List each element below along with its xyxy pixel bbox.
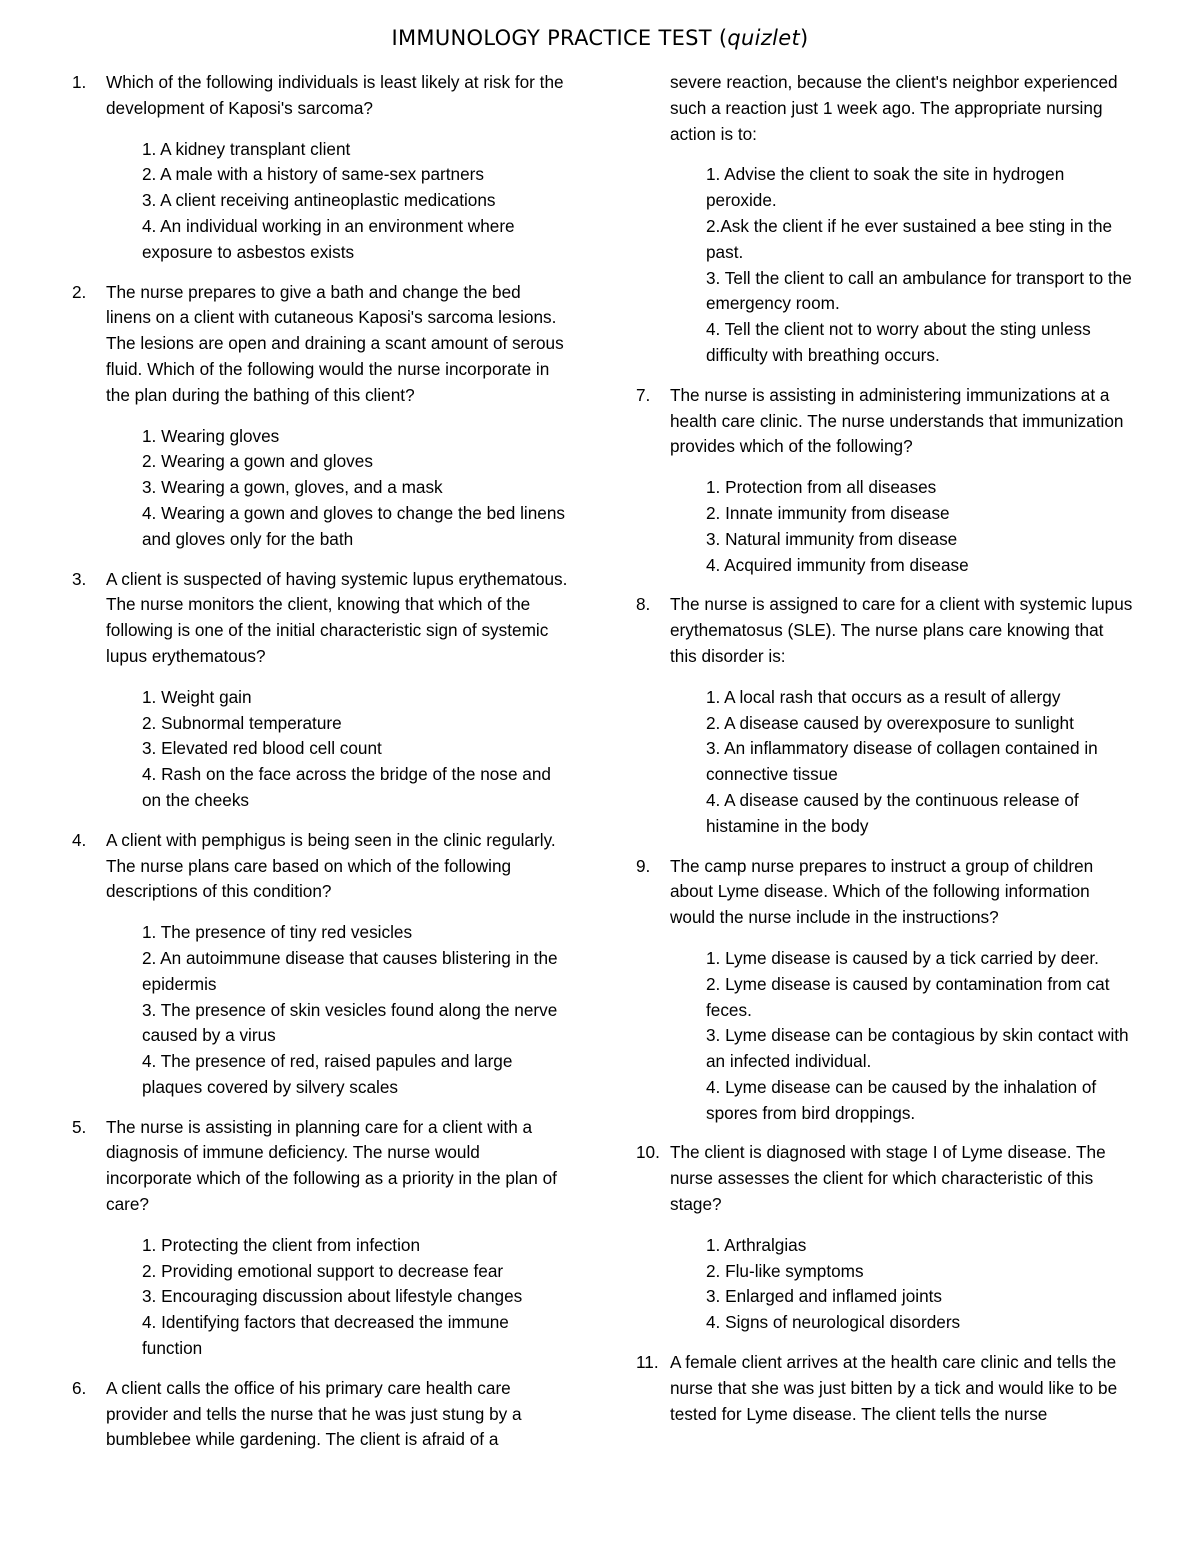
- question-stem: A client is suspected of having systemic lupus erythematous. The nurse monitors the client, knowing that which of the following is one of the initial characteristic sign of systemic lupus erythematous?: [106, 568, 568, 666]
- answer-options: [142, 137, 570, 266]
- answer-option: 3. Enlarged and inflamed joints: [706, 1286, 943, 1307]
- answer-option: 1. Arthralgias: [706, 1234, 807, 1255]
- answer-options: [706, 475, 1134, 578]
- answer-option: 3. Elevated red blood cell count: [142, 738, 382, 759]
- right-questions: [636, 383, 1134, 1428]
- left-column: [72, 70, 570, 1453]
- answer-option: 1. A kidney transplant client: [142, 138, 351, 159]
- answer-option: 2. Lyme disease is caused by contamination from cat feces.: [706, 973, 1110, 1020]
- question-10: [636, 1140, 1134, 1336]
- question-6-continuation-stem: severe reaction, because the client's neighbor experienced such a reaction just 1 week ago. The appropriate nursing action is to:: [670, 72, 1118, 144]
- answer-options: [706, 1233, 1134, 1336]
- question-4: [72, 828, 570, 1101]
- answer-option: 4. Acquired immunity from disease: [706, 554, 969, 575]
- answer-option: 3. Natural immunity from disease: [706, 528, 958, 549]
- answer-option: 3. An inflammatory disease of collagen contained in connective tissue: [706, 738, 1098, 785]
- title-source: quizlet: [727, 26, 800, 50]
- answer-option: 3. Encouraging discussion about lifestyle changes: [142, 1286, 523, 1307]
- answer-options: [142, 424, 570, 553]
- question-8: [636, 592, 1134, 839]
- question-stem: Which of the following individuals is least likely at risk for the development of Kaposi's sarcoma?: [106, 72, 564, 118]
- answer-option: 1. A local rash that occurs as a result of allergy: [706, 686, 1061, 707]
- answer-option: 1. Wearing gloves: [142, 425, 280, 446]
- answer-option: 2. A disease caused by overexposure to sunlight: [706, 712, 1074, 733]
- answer-option: 2. Wearing a gown and gloves: [142, 451, 373, 472]
- question-stem: The nurse is assigned to care for a client with systemic lupus erythematosus (SLE). The nurse plans care knowing that this disorder is:: [670, 594, 1133, 666]
- answer-option: 3. The presence of skin vesicles found along the nerve caused by a virus: [142, 999, 558, 1046]
- question-stem: The client is diagnosed with stage I of Lyme disease. The nurse assesses the client for which characteristic of this stage?: [670, 1142, 1106, 1215]
- answer-option: 2. An autoimmune disease that causes blistering in the epidermis: [142, 947, 558, 994]
- answer-option: 3. Lyme disease can be contagious by skin contact with an infected individual.: [706, 1025, 1129, 1072]
- answer-option: 2.Ask the client if he ever sustained a bee sting in the past.: [706, 215, 1113, 262]
- answer-option: 1. Lyme disease is caused by a tick carried by deer.: [706, 947, 1099, 968]
- question-7: [636, 383, 1134, 579]
- answer-options: [142, 1233, 570, 1362]
- question-9: [636, 854, 1134, 1127]
- question-number: 11.: [636, 1352, 659, 1373]
- question-number: 2.: [72, 281, 87, 302]
- answer-option: 4. Lyme disease can be caused by the inhalation of spores from bird droppings.: [706, 1076, 1097, 1123]
- question-5: [72, 1115, 570, 1362]
- answer-option: 3. Wearing a gown, gloves, and a mask: [142, 477, 443, 498]
- answer-option: 4. Rash on the face across the bridge of the nose and on the cheeks: [142, 764, 551, 810]
- question-number: 3.: [72, 568, 87, 589]
- answer-option: 3. A client receiving antineoplastic medications: [142, 190, 496, 211]
- answer-options: [706, 946, 1134, 1127]
- question-11: [636, 1350, 1134, 1427]
- question-stem: The nurse prepares to give a bath and change the bed linens on a client with cutaneous Kaposi's sarcoma lesions. The lesions are open and draining a scant amount of serous fluid. Which of the following would the nurse incorporate in the plan during the bathing of this client?: [106, 281, 564, 405]
- question-stem: The camp nurse prepares to instruct a group of children about Lyme disease. Which of the following information would the nurse include in the instructions?: [670, 855, 1094, 928]
- question-6-continuation: [636, 70, 1134, 369]
- question-number: 4.: [72, 829, 87, 850]
- question-6-options: [706, 162, 1134, 368]
- answer-option: 1. The presence of tiny red vesicles: [142, 922, 413, 943]
- question-stem: A client calls the office of his primary care health care provider and tells the nurse that he was just stung by a bumblebee while gardening. The client is afraid of a: [106, 1377, 522, 1450]
- answer-options: [706, 685, 1134, 840]
- question-stem: A female client arrives at the health care clinic and tells the nurse that she was just bitten by a tick and would like to be tested for Lyme disease. The client tells the nurse: [670, 1352, 1118, 1424]
- answer-option: 2. Subnormal temperature: [142, 712, 342, 733]
- answer-option: 2. A male with a history of same-sex partners: [142, 164, 484, 185]
- answer-option: 3. Tell the client to call an ambulance for transport to the emergency room.: [706, 267, 1132, 314]
- question-number: 10.: [636, 1142, 660, 1163]
- answer-option: 2. Innate immunity from disease: [706, 502, 950, 523]
- question-number: 1.: [72, 72, 87, 92]
- right-column: [636, 70, 1134, 1427]
- answer-options: [142, 920, 570, 1101]
- answer-option: 4. Wearing a gown and gloves to change the bed linens and gloves only for the bath: [142, 502, 565, 549]
- answer-option: 2. Providing emotional support to decrease fear: [142, 1260, 504, 1281]
- answer-option: 4. An individual working in an environment where exposure to asbestos exists: [142, 215, 515, 262]
- question-stem: A client with pemphigus is being seen in the clinic regularly. The nurse plans care based on which of the following descriptions of this condition?: [106, 829, 556, 902]
- question-number: 7.: [636, 384, 651, 405]
- answer-options: [142, 685, 570, 814]
- answer-option: 1. Weight gain: [142, 686, 252, 707]
- question-number: 6.: [72, 1377, 87, 1398]
- question-2: [72, 280, 570, 553]
- answer-option: 4. Tell the client not to worry about the sting unless difficulty with breathing occurs.: [706, 319, 1091, 365]
- answer-option: 4. A disease caused by the continuous release of histamine in the body: [706, 789, 1079, 836]
- title-text: IMMUNOLOGY PRACTICE TEST: [391, 26, 712, 50]
- answer-option: 4. Signs of neurological disorders: [706, 1312, 961, 1333]
- question-6: [72, 1376, 570, 1453]
- question-stem: The nurse is assisting in planning care for a client with a diagnosis of immune deficiency. The nurse would incorporate which of the following as a priority in the plan of care?: [106, 1116, 557, 1215]
- answer-option: 2. Flu-like symptoms: [706, 1260, 864, 1281]
- question-number: 9.: [636, 855, 651, 876]
- answer-option: 1. Protecting the client from infection: [142, 1234, 421, 1255]
- question-number: 5.: [72, 1116, 87, 1137]
- answer-option: 4. The presence of red, raised papules and large plaques covered by silvery scales: [142, 1051, 513, 1097]
- answer-option: 1. Advise the client to soak the site in hydrogen peroxide.: [706, 164, 1065, 211]
- question-1: [72, 70, 570, 266]
- question-stem: The nurse is assisting in administering immunizations at a health care clinic. The nurse understands that immunization provides which of the following?: [670, 384, 1124, 457]
- page-title: IMMUNOLOGY PRACTICE TEST (quizlet): [391, 26, 809, 50]
- question-number: 8.: [636, 594, 651, 615]
- answer-option: 1. Protection from all diseases: [706, 477, 937, 498]
- question-3: [72, 567, 570, 814]
- answer-option: 4. Identifying factors that decreased the immune function: [142, 1312, 509, 1359]
